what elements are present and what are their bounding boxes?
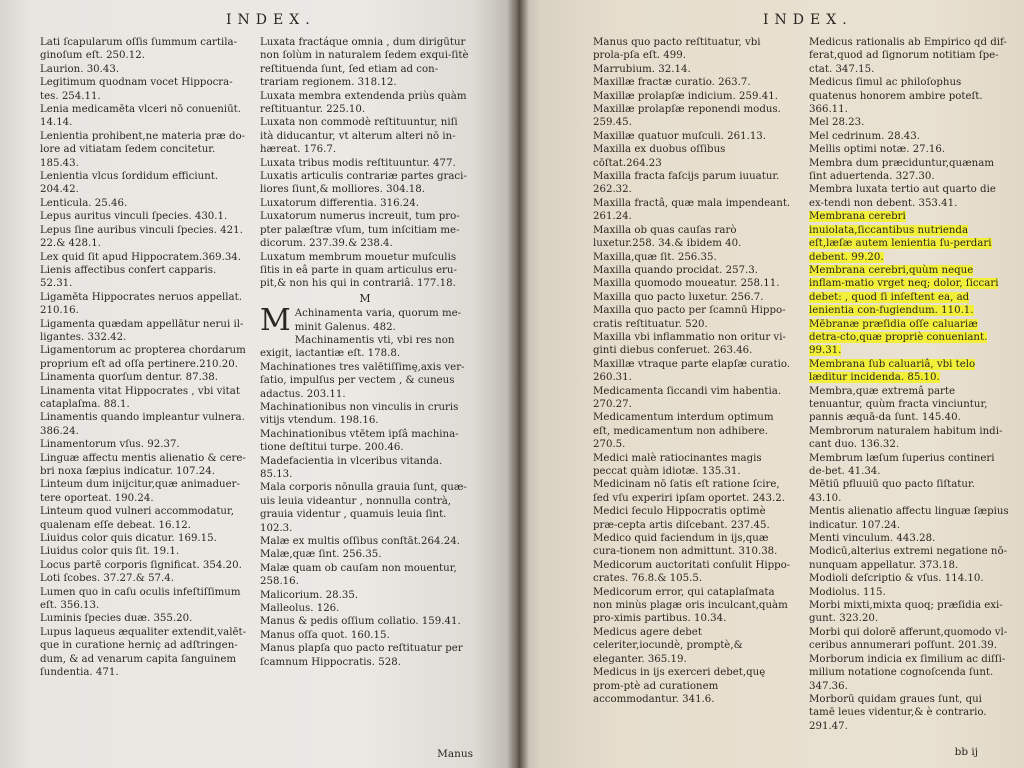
index-entry: Membrum læſum ſuperius contineri de-bet. 41.34. xyxy=(809,452,995,477)
index-entry: Machinationibus vtētem ipſâ machina-tione deſtitui turpe. 200.46. xyxy=(260,428,459,454)
signature-mark: bb ij xyxy=(954,746,978,758)
index-entry: Lepus auritus vinculi ſpecies. 430.1. xyxy=(40,211,228,223)
index-entry: Mel cedrinum. 28.43. xyxy=(809,130,921,142)
index-entry: Luxatum membrum mouetur muſculis ſitis in eâ parte in quam articulus eru-pit,& non his qui in contrariâ. 177.18. xyxy=(260,251,457,290)
index-entry: Maxilla quo pacto luxetur. 256.7. xyxy=(593,291,764,303)
index-entry: Membra luxata tertio aut quarto die ex-tendi non debent. 353.41. xyxy=(809,184,996,209)
index-entry: Manus oſſa quot. 160.15. xyxy=(260,629,390,641)
index-entry: Modiolus. 115. xyxy=(809,586,886,598)
index-entry: Liuidus color quis ſit. 19.1. xyxy=(40,546,180,558)
index-entry: Malæ quam ob cauſam non mouentur, 258.16. xyxy=(260,562,457,588)
index-entry: Morbi mixti,mixta quoq; præſidia exi-gunt. 323.20. xyxy=(809,600,1003,625)
index-entry: Luminis ſpecies duæ. 355.20. xyxy=(40,613,193,625)
index-entry: Lienis affectibus confert capparis. 52.31. xyxy=(40,264,217,290)
index-entry: Linguæ affectu mentis alienatio & cere-bri noxa ſæpius indicatur. 107.24. xyxy=(40,452,246,477)
index-entry: Luxatis articulis contrariæ partes graci-liores ſiunt,& molliores. 304.18. xyxy=(260,171,467,196)
index-entry: Membrorum naturalem habitum indi-cant duo. 136.32. xyxy=(809,425,1003,451)
index-entry: Linamentorum vſus. 92.37. xyxy=(40,439,180,451)
index-entry: Maxillæ quatuor muſculi. 261.13. xyxy=(593,130,767,142)
index-entry: Lumen quo in caſu oculis infeſtiſſimum eſt. 356.13. xyxy=(40,586,241,612)
index-entry: Maxilla,quæ ſit. 256.35. xyxy=(593,251,717,263)
index-entry: Maxilla ex duobus oſſibus cōſtat.264.23 xyxy=(593,144,726,169)
dropcap-entry xyxy=(260,303,470,339)
index-entry: Morborū quidam graues ſunt, qui tamē leues videntur,& è contrario. 291.47. xyxy=(809,693,987,732)
index-entry: Marrubium. 32.14. xyxy=(593,63,691,75)
index-entry: Malæ ex multis oſſibus conſtāt.264.24. xyxy=(260,536,460,548)
index-entry: Maxilla quando procidat. 257.3. xyxy=(593,264,759,276)
index-entry: Linamenta vitat Hippocrates , vbi vitat cataplaſma. 88.1. xyxy=(40,385,240,410)
index-entry: Linteum quod vulneri accommodatur, qualenam eſſe debeat. 16.12. xyxy=(40,506,234,531)
right-column-2 xyxy=(809,36,1009,733)
index-entry: Madefacientia in vlceribus vitanda. 85.13. xyxy=(260,455,443,480)
index-entry: Mellis optimi notæ. 27.16. xyxy=(809,144,946,156)
index-entry: Loti ſcobes. 37.27.& 57.4. xyxy=(40,573,174,585)
index-entry: Maxillæ vtraque parte elapſæ curatio. 260.31. xyxy=(593,358,791,384)
index-entry: Legitimum quodnam vocet Hippocra-tes. 254.11. xyxy=(40,77,233,102)
index-entry: Malleolus. 126. xyxy=(260,603,340,615)
dropcap: M xyxy=(260,303,291,339)
index-entry: Medicus rationalis ab Empirico qd dif-ferat,quod ad ſignorum notitiam ſpe-ctat. 347.15. xyxy=(809,37,1007,75)
index-entry: Linamenta quorſum dentur. 87.38. xyxy=(40,372,219,384)
index-entry: Medicamentum interdum optimum eſt, medicamentum non adhibere. 270.5. xyxy=(593,412,774,451)
index-entry: Maxillæ prolapſæ indicium. 259.41. xyxy=(593,90,778,102)
index-entry: Medicus in ijs exerceri debet,quę prom-ptè ad curationem accommodantur. 341.6. xyxy=(593,667,766,705)
dropcap-entry-text: Achinamenta varia, quorum me-minit Galenus. 482. xyxy=(294,308,462,333)
index-entry: Mēbranæ præſidia oſſe caluariæ detra-cto,quæ propriè conueniant. 99.31. xyxy=(809,318,988,357)
index-entry: Manus quo pacto reſtituatur, vbi prola-pſa eſt. 499. xyxy=(593,37,761,62)
catchword: Manus xyxy=(437,748,473,760)
index-entry: Malæ,quæ ſint. 256.35. xyxy=(260,549,382,561)
index-entry: Maxilla quo pacto per ſcamnū Hippo-cratis reſtituatur. 520. xyxy=(593,305,786,330)
index-entry: Membra dum præciduntur,quænam ſint aduertenda. 327.30. xyxy=(809,157,994,183)
right-page xyxy=(515,0,1024,768)
index-entry: Maxilla fracta faſcijs parum iuuatur. 262.32. xyxy=(593,171,780,196)
index-entry: Lenticula. 25.46. xyxy=(40,197,128,209)
index-entry: Machinationes tres valētiſſimę,axis ver-ſatio, impulſus per vectem , & cuneus adactus. 203.11. xyxy=(260,361,465,400)
index-entry: Lepus ſine auribus vinculi ſpecies. 421. 22.& 428.1. xyxy=(40,224,243,250)
index-entry: Lex quid ſit apud Hippocratem.369.34. xyxy=(40,251,242,263)
index-entry: Lenientia prohibent,ne materia præ do-lore ad vitiatam ſedem concitetur. 185.43. xyxy=(40,130,246,169)
index-entry: Machinationibus non vinculis in cruris vitijs vtendum. 198.16. xyxy=(260,401,459,427)
left-column-2 xyxy=(260,36,470,669)
index-entry: Morbi qui dolorē afferunt,quomodo vl-ceribus annumerari poſſunt. 201.39. xyxy=(809,626,1008,652)
index-entry: Membrana cerebri,quùm neque inflam-matio vrget neq; dolor, ſiccari debet: , quod ſi inſeſtent ea, ad lenientia con-fugiendum. 110.1. xyxy=(809,264,999,317)
index-entry: Maxilla quomodo moueatur. 258.11. xyxy=(593,278,780,290)
index-entry: Manus & pedis oſſium collatio. 159.41. xyxy=(260,616,461,628)
index-entry: Laurion. 30.43. xyxy=(40,63,120,75)
index-entry: Ligamentorum ac propterea chordarum proprium eſt ad oſſa pertinere.210.20. xyxy=(40,345,246,370)
index-entry: Maxilla ob quas cauſas rarò luxetur.258. 34.& ibidem 40. xyxy=(593,224,742,250)
right-column-1 xyxy=(593,36,793,706)
index-entry: Lupus laqueus æqualiter extendit,valēt-que in curatione herniç ad adſtringen-dum, & ad venarum capita ſanguinem ſundentia. 471. xyxy=(40,626,247,679)
index-entry: Mentis alienatio affectu linguæ ſæpius indicatur. 107.24. xyxy=(809,506,1009,531)
section-letter: M xyxy=(359,291,371,305)
index-entry: Mala corporis nōnulla grauia ſunt, quæ-uis leuia videantur , nonnulla contrà, grauia videntur , quamuis leuia ſint. 102.3. xyxy=(260,482,467,534)
index-entry: Morborum indicia ex ſimilium ac diſſi-milium notatione cognoſcenda ſunt. 347.36. xyxy=(809,653,1006,692)
index-entry: Luxatorum differentia. 316.24. xyxy=(260,197,419,209)
index-entry: Medici malè ratiocinantes magis peccat quàm idiotæ. 135.31. xyxy=(593,452,762,477)
index-entry: Manus plapſa quo pacto reſtituatur per ſcamnum Hippocratis. 528. xyxy=(260,643,463,668)
index-entry: Luxata tribus modis reſtituuntur. 477. xyxy=(260,157,456,169)
index-entry: Maxilla fractâ, quæ mala impendeant. 261.24. xyxy=(593,197,791,223)
index-entry: Medicorum auctoritati conſulit Hippo-crates. 76.8.& 105.5. xyxy=(593,559,791,585)
index-entry: Luxata fractáque omnia , dum dirigūtur non ſolùm in naturalem ſedem exqui-ſitè reſtituenda ſunt, ſed etiam ad con-trariam regionem. 318.12. xyxy=(260,37,469,89)
index-entry: Menti vinculum. 443.28. xyxy=(809,533,936,545)
index-entry: Linamentis quando impleantur vulnera. 386.24. xyxy=(40,412,245,437)
index-entry: Lenia medicamēta vlceri nō conueniūt. 14.14. xyxy=(40,104,242,129)
index-entry: Modicū,alterius extremi negatione nō-nunquam appellatur. 373.18. xyxy=(809,546,1008,571)
index-entry: Medicus agere debet celeriter,iocundè, promptè,& eleganter. 365.19. xyxy=(593,626,743,665)
index-entry: Medicorum error, qui cataplaſmata non minùs plagæ oris inculcant,quàm pro-ximis partibus. 10.34. xyxy=(593,586,788,625)
right-running-head: INDEX. xyxy=(763,12,853,28)
index-entry: Machinamentis vti, vbi res non exigit, iactantiæ eſt. 178.8. xyxy=(260,334,455,360)
index-entry: Maxilla vbi inflammatio non oritur vi-ginti diebus conferuet. 263.46. xyxy=(593,331,786,357)
index-entry: Malicorium. 28.35. xyxy=(260,589,359,601)
index-entry: Membrana ſub caluariâ, vbi telo læditur incidenda. 85.10. xyxy=(809,358,976,384)
index-entry: Luxata membra extendenda priùs quàm reſtituantur. 225.10. xyxy=(260,90,467,116)
index-entry: Medici ſeculo Hippocratis optimè præ-cepta artis diſcebant. 237.45. xyxy=(593,506,770,531)
index-entry: Lati ſcapularum oſſis ſummum cartila-ginoſum eſt. 250.12. xyxy=(40,37,238,62)
index-entry: Mel 28.23. xyxy=(809,117,865,129)
index-entry: Membra,quæ extremâ parte tenuantur, quùm fracta vinciuntur, pannis æquā-da ſunt. 145.40. xyxy=(809,385,988,424)
index-entry: Medicamenta ſiccandi vim habentia. 270.27. xyxy=(593,385,782,410)
index-entry: Linteum dum inijcitur,quæ animaduer-tere oporteat. 190.24. xyxy=(40,479,240,504)
index-entry: Mētiū pfluuiū quo pacto ſiſtatur. 43.10. xyxy=(809,479,975,504)
index-entry: Ligamenta quædam appellātur nerui il-ligantes. 332.42. xyxy=(40,318,244,343)
left-column-1 xyxy=(40,36,248,680)
index-entry: Ligamēta Hippocrates neruos appellat. 210.16. xyxy=(40,291,242,317)
index-entry: Medicinam nō ſatis eſt ratione ſcire, ſed vſu experiri ipſam oportet. 243.2. xyxy=(593,479,785,504)
index-entry: Maxillæ fractæ curatio. 263.7. xyxy=(593,77,751,89)
left-running-head: INDEX. xyxy=(226,12,316,28)
index-entry: Maxillæ prolapſæ reponendi modus. 259.45. xyxy=(593,104,781,129)
index-entry: Liuidus color quis dicatur. 169.15. xyxy=(40,533,217,545)
index-entry: Locus partē corporis ſignificat. 354.20. xyxy=(40,559,242,571)
index-entry: Lenientia vlcus ſordidum efficiunt. 204.42. xyxy=(40,171,219,196)
index-entry: Luxatorum numerus increuit, tum pro-pter palæſtræ vſum, tum inſcitiam me-dicorum. 237.39.& 238.4. xyxy=(260,211,460,250)
index-entry: Modioli deſcriptio & vſus. 114.10. xyxy=(809,573,984,585)
index-entry: Luxata non commodè reſtituuntur, niſi ità diducantur, vt alterum alteri nō in-hæreat. 176.7. xyxy=(260,117,458,156)
index-entry: Medico quid faciendum in ijs,quæ cura-tionem non admittunt. 310.38. xyxy=(593,533,778,558)
index-entry: Medicus ſimul ac philoſophus quatenus honorem ambire poteſt. 366.11. xyxy=(809,77,983,116)
index-entry: Membrana cerebri inuiolata,ſiccantibus nutrienda eſt,læſæ autem lenientia ſu-perdari debent. 99.20. xyxy=(809,211,992,263)
